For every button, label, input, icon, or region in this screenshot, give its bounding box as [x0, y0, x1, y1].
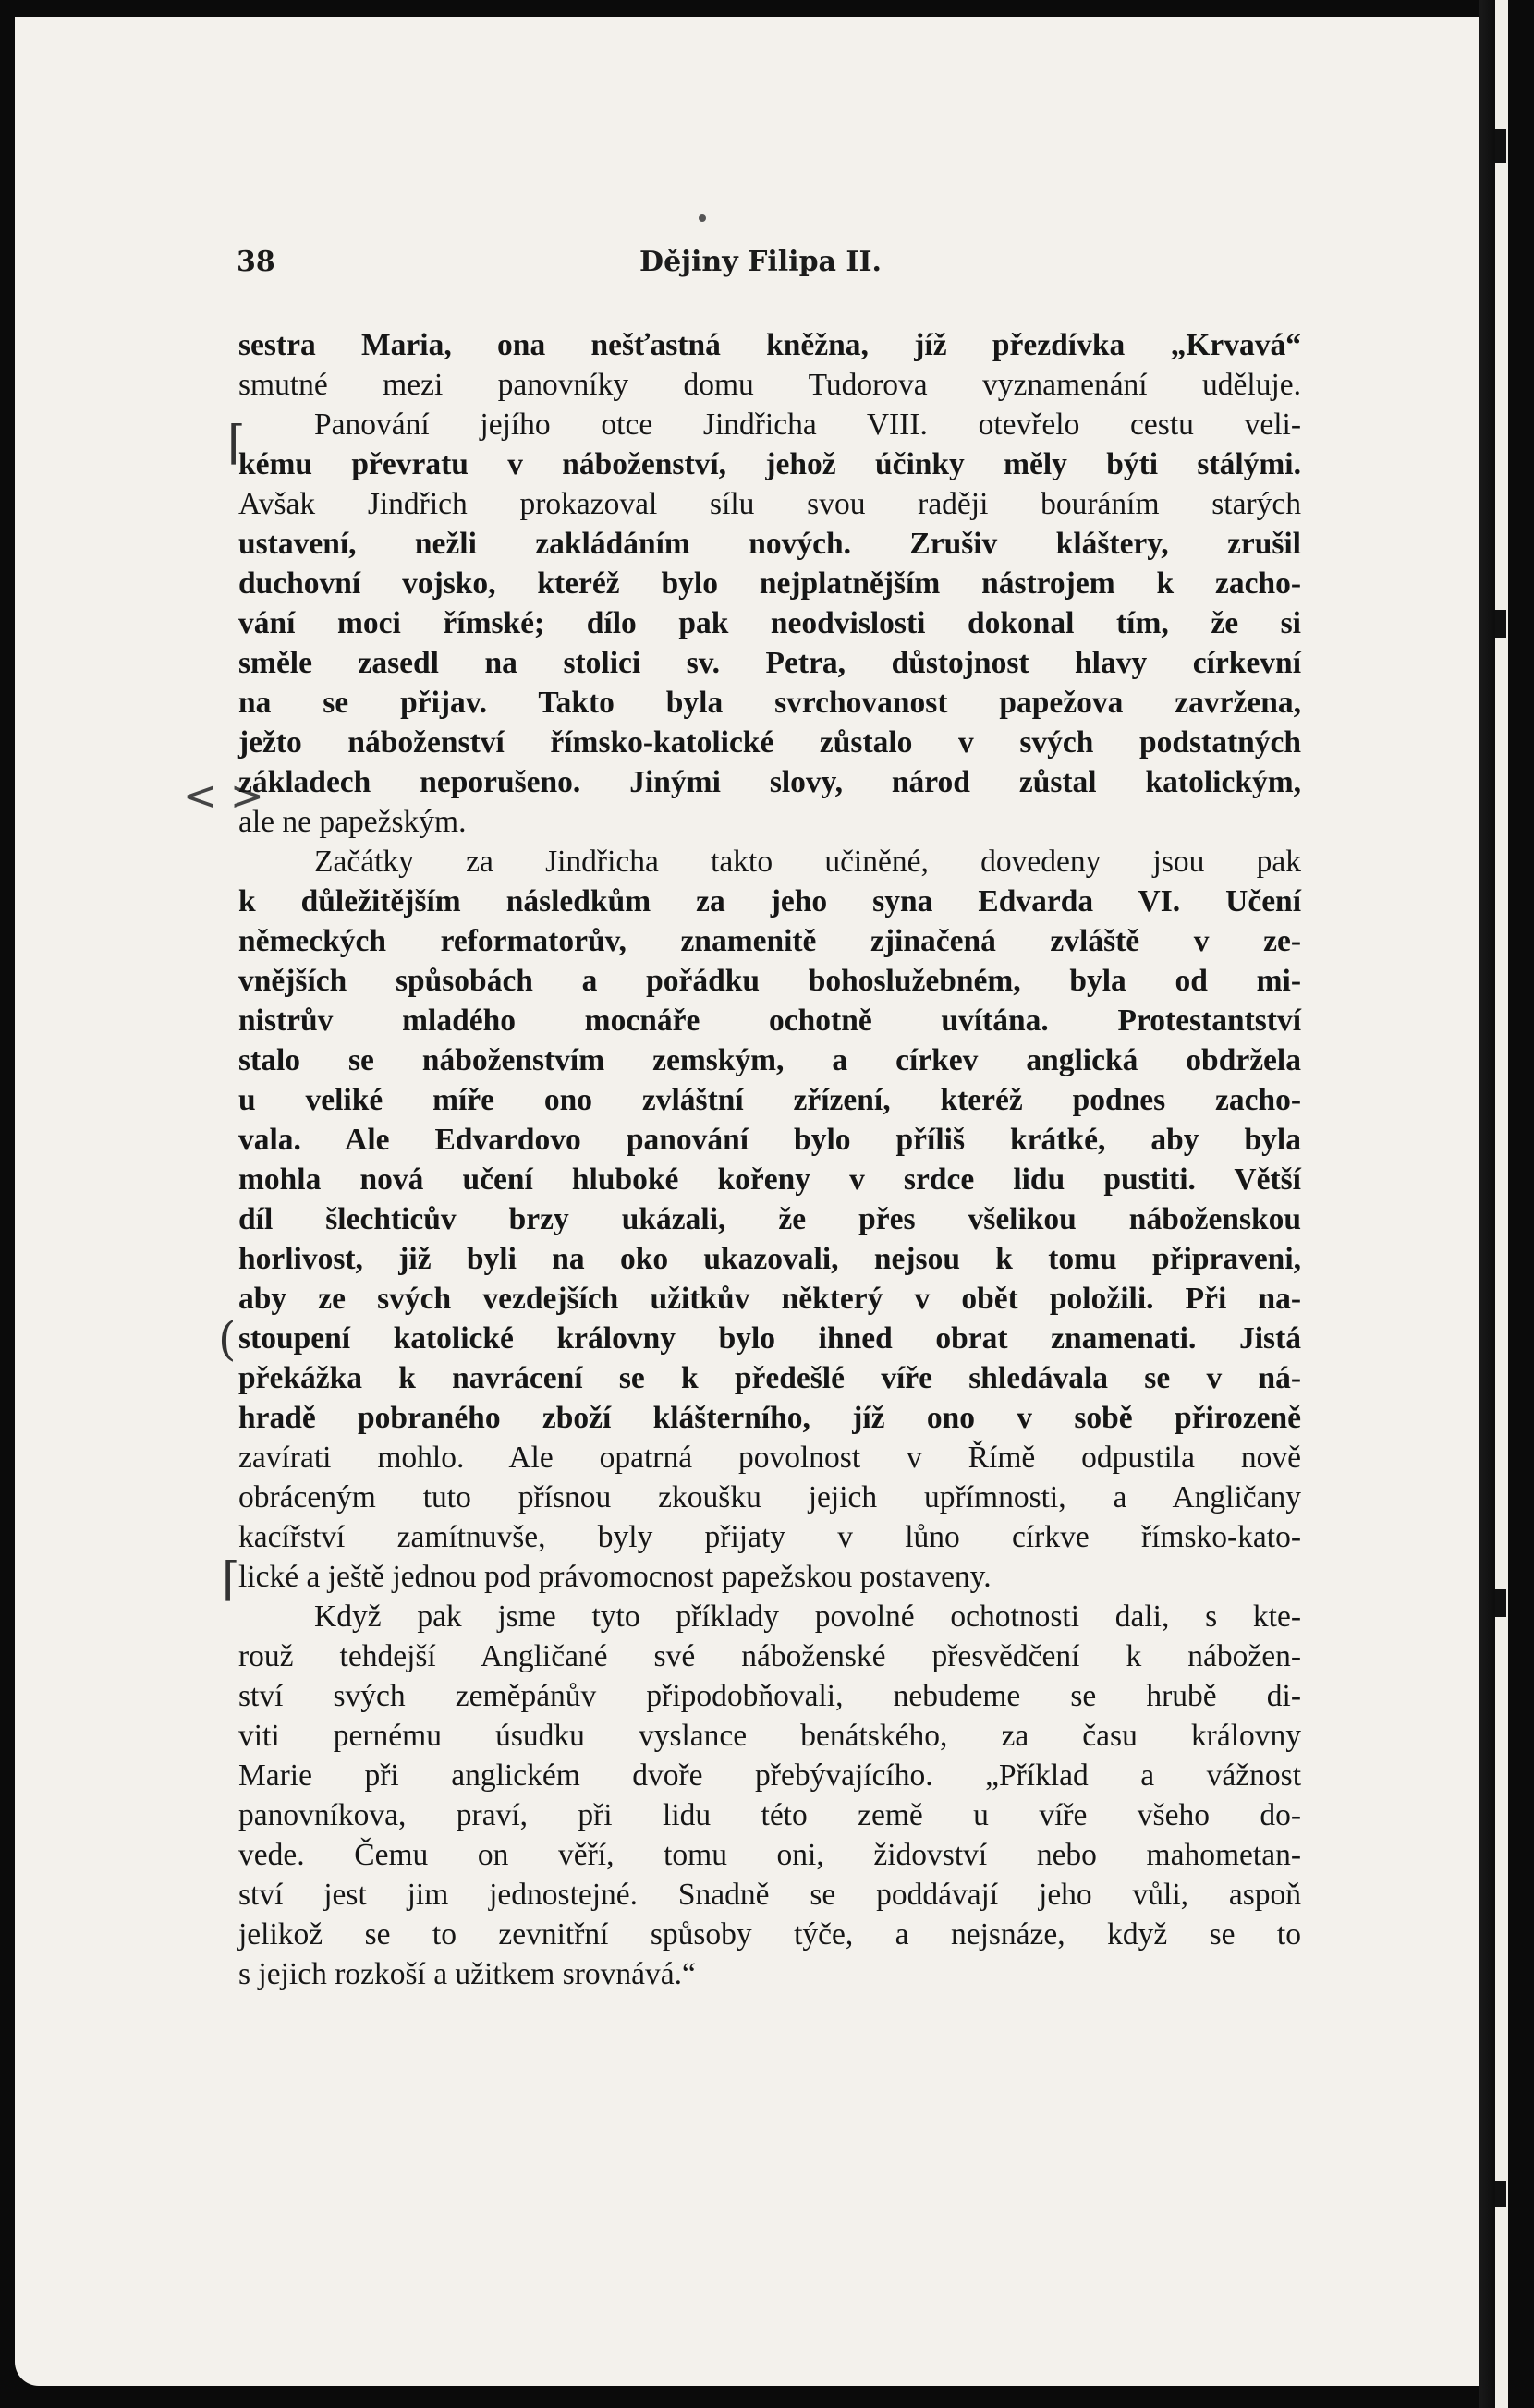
text-line: zavírati mohlo. Ale opatrná povolnost v Římě odpustila nově — [238, 1441, 1301, 1475]
text-line: na se přijav. Takto byla svrchovanost papežova zavržena, — [238, 686, 1301, 720]
text-line: s jejich rozkoší a užitkem srovnává.“ — [238, 1957, 696, 1991]
body-text — [238, 325, 1301, 1994]
text-line: stoupení katolické královny bylo ihned obrat znamenati. Jistá — [238, 1321, 1301, 1356]
margin-bracket: ( — [218, 1312, 237, 1366]
print-speck — [699, 214, 706, 222]
text-line: ství svých zeměpánův připodobňovali, nebudeme se hrubě di- — [238, 1679, 1301, 1713]
text-line: stalo se náboženstvím zemským, a církev anglická obdržela — [238, 1043, 1301, 1077]
text-line: Panování jejího otce Jindřicha VIII. otevřelo cestu veli- — [314, 407, 1301, 442]
text-line: vala. Ale Edvardovo panování bylo příliš krátké, aby byla — [238, 1123, 1301, 1157]
margin-arrows: < > — [183, 772, 264, 820]
text-line: ale ne papežským. — [238, 805, 467, 839]
page-header — [220, 246, 1301, 285]
text-line: základech neporušeno. Jinými slovy, národ zůstal katolickým, — [238, 765, 1301, 799]
text-line: vede. Čemu on věří, tomu oni, židovství nebo mahometan- — [238, 1838, 1301, 1872]
page-number: 38 — [237, 246, 275, 278]
text-line: sestra Maria, ona nešťastná kněžna, jíž přezdívka „Krvavá“ — [238, 328, 1301, 362]
text-line: aby ze svých vezdejších užitkův některý v obět položili. Při na- — [238, 1282, 1301, 1316]
edge-mark — [1495, 129, 1506, 163]
text-line: díl šlechticův brzy ukázali, že přes všelikou náboženskou — [238, 1202, 1301, 1236]
edge-mark — [1495, 2181, 1506, 2207]
text-line: překážka k navrácení se k předešlé víře shledávala se v ná- — [238, 1361, 1301, 1395]
text-line: ustavení, nežli zakládáním nových. Zrušiv kláštery, zrušil — [238, 527, 1301, 561]
text-line: Marie při anglickém dvoře přebývajícího. „Příklad a vážnost — [238, 1758, 1301, 1793]
text-line: hradě pobraného zboží klášterního, jíž ono v sobě přirozeně — [238, 1401, 1301, 1435]
text-line: ství jest jim jednostejné. Snadně se poddávají jeho vůli, aspoň — [238, 1878, 1301, 1912]
margin-bracket: ⌈ — [222, 1552, 240, 1606]
text-line: kacířství zamítnuvše, byly přijaty v lůno církve římsko-kato- — [238, 1520, 1301, 1554]
edge-mark — [1495, 610, 1506, 638]
text-line: Když pak jsme tyto příklady povolné ochotnosti dali, s kte- — [314, 1599, 1301, 1634]
text-line: vání moci římské; dílo pak neodvislosti dokonal tím, že si — [238, 606, 1301, 640]
text-line: Začátky za Jindřicha takto učiněné, dovedeny jsou pak — [314, 845, 1301, 879]
text-line: nistrův mladého mocnáře ochotně uvítána. Protestantství — [238, 1003, 1301, 1038]
text-line: obráceným tuto přísnou zkoušku jejich upřímnosti, a Angličany — [238, 1480, 1301, 1514]
text-line: kému převratu v náboženství, jehož účinky měly býti stálými. — [238, 447, 1301, 481]
margin-bracket: ⌈ — [227, 416, 246, 469]
text-line: lické a ještě jednou pod právomocnost papežskou postaveny. — [238, 1560, 992, 1594]
edge-mark — [1495, 1589, 1506, 1617]
text-line: německých reformatorův, znamenitě zjinačená zvláště v ze- — [238, 924, 1301, 958]
text-line: vnějších spůsobách a pořádku bohoslužebném, byla od mi- — [238, 964, 1301, 998]
text-line: Avšak Jindřich prokazoval sílu svou raději bouráním starých — [238, 487, 1301, 521]
next-page-edge — [1495, 0, 1508, 2408]
text-line: viti pernému úsudku vyslance benátského, za času královny — [238, 1719, 1301, 1753]
text-line: horlivost, již byli na oko ukazovali, nejsou k tomu připraveni, — [238, 1242, 1301, 1276]
text-line: směle zasedl na stolici sv. Petra, důstojnost hlavy církevní — [238, 646, 1301, 680]
text-line: u veliké míře ono zvláštní zřízení, kteréž podnes zacho- — [238, 1083, 1301, 1117]
running-title: Dějiny Filipa II. — [639, 246, 882, 278]
text-line: smutné mezi panovníky domu Tudorova vyznamenání uděluje. — [238, 368, 1301, 402]
text-line: duchovní vojsko, kteréž bylo nejplatnějším nástrojem k zacho- — [238, 566, 1301, 601]
text-line: ježto náboženství římsko-katolické zůstalo v svých podstatných — [238, 725, 1301, 760]
text-line: rouž tehdejší Angličané své náboženské přesvědčení k nábožen- — [238, 1639, 1301, 1673]
text-line: panovníkova, praví, při lidu této země u víře všeho do- — [238, 1798, 1301, 1832]
text-line: jelikož se to zevnitřní spůsoby týče, a nejsnáze, když se to — [238, 1917, 1301, 1952]
text-line: mohla nová učení hluboké kořeny v srdce lidu pustiti. Větší — [238, 1162, 1301, 1197]
text-line: k důležitějším následkům za jeho syna Edvarda VI. Učení — [238, 884, 1301, 918]
